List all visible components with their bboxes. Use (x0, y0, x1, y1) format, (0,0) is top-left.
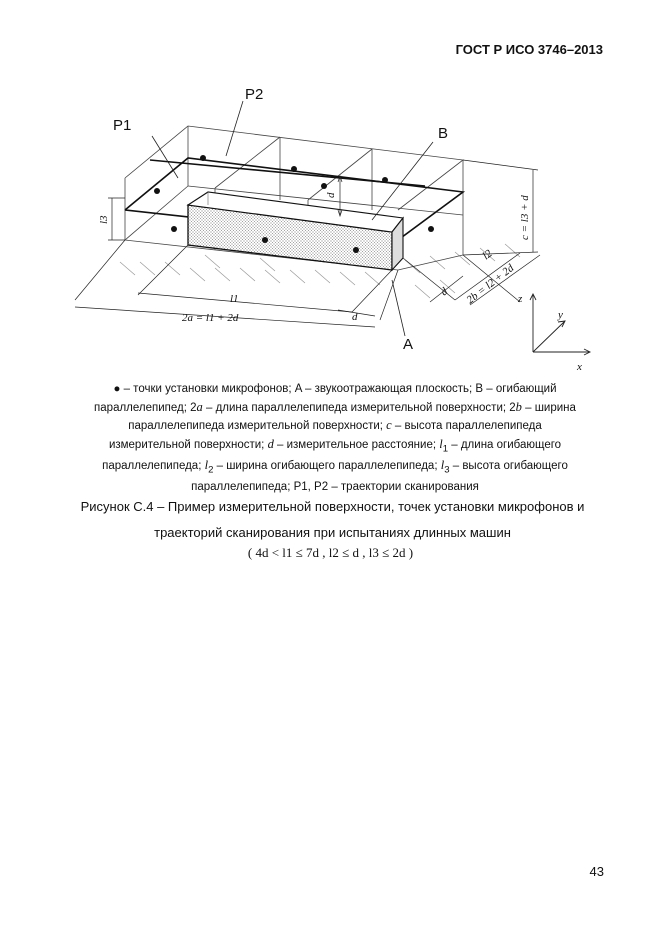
dim-2b: 2b = l2 + 2d (464, 262, 517, 307)
dim-d-right: d (438, 285, 451, 299)
coordinate-axes (530, 294, 590, 355)
legend-line-1: ● – точки установки микрофонов; A – звукоотражающая плоскость; B – огибающий (113, 383, 557, 395)
mic-point (262, 237, 268, 243)
envelope-box-b (188, 192, 403, 270)
axis-z-label: z (518, 293, 523, 305)
dim-c: c = l3 + d (519, 195, 531, 240)
axis-x-label: x (577, 361, 582, 373)
caption-line-1: Рисунок С.4 – Пример измерительной поверхности, точек установки микрофонов и (80, 499, 585, 514)
mic-point (428, 226, 434, 232)
legend-line-6: параллелепипеда; P1, P2 – траектории сканирования (191, 481, 479, 494)
legend-line-4: измерительной поверхности; d – измерительное расстояние; $l_1$ – длина огибающего (108, 436, 562, 454)
dim-l2: l2 (480, 247, 495, 263)
mic-point (382, 177, 388, 183)
mic-point (321, 183, 327, 189)
mic-point (154, 188, 160, 194)
dim-l3: l3 (98, 215, 110, 224)
axis-y-label: y (558, 309, 563, 321)
condition-formula: ( 4d < l1 ≤ 7d , l2 ≤ d , l3 ≤ 2d ) (247, 545, 414, 560)
caption-line-2: траекторий сканирования при испытаниях длинных машин (154, 525, 511, 540)
legend-line-5: параллелепипеда; $l_2$ – ширина огибающего параллелепипеда; $l_3$ – высота огибающего (102, 458, 568, 476)
document-header: ГОСТ Р ИСО 3746–2013 (455, 42, 603, 57)
label-a: A (403, 336, 414, 353)
page-number: 43 (589, 864, 604, 879)
mic-point (353, 247, 359, 253)
dim-d-bottom: d (352, 311, 358, 323)
mic-point (200, 155, 206, 161)
mic-point (171, 226, 177, 232)
dim-2a: 2a = l1 + 2d (182, 312, 239, 324)
figure-legend (70, 381, 600, 497)
measurement-surface-figure (0, 0, 661, 380)
figure-caption (40, 494, 625, 546)
label-b: B (438, 125, 449, 142)
mic-point (291, 166, 297, 172)
legend-line-3: параллелепипеда измерительной поверхности; c – высота параллелепипеда (128, 418, 542, 432)
label-p2: P2 (245, 86, 264, 103)
dim-l1: l1 (230, 293, 239, 305)
label-p1: P1 (113, 117, 132, 134)
dim-d-vertical: d (325, 192, 337, 198)
legend-line-2: параллелепипед; 2a – длина параллелепипеда измерительной поверхности; 2b – ширина (94, 399, 576, 414)
